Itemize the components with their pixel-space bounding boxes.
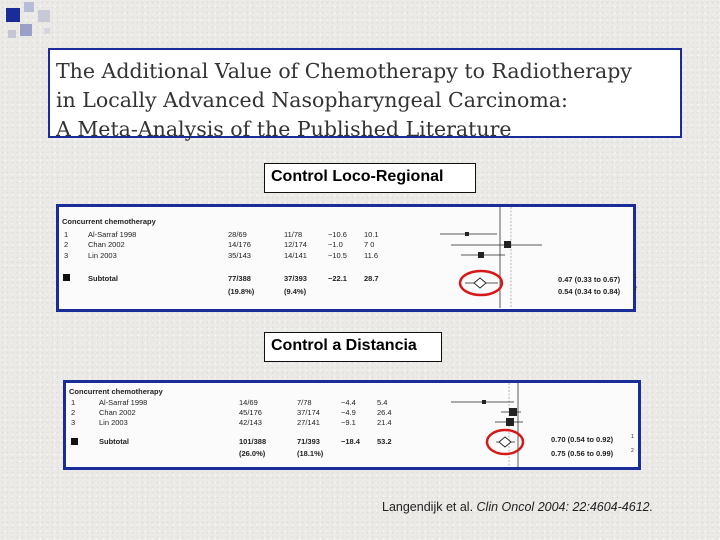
table-cell: 77/388: [228, 274, 251, 283]
title-line-2: in Locally Advanced Nasopharyngeal Carcinoma:: [56, 88, 568, 112]
forest-plot-1-svg: [56, 204, 636, 312]
table-cell: 28.7: [364, 274, 379, 283]
footnote-mark: 2: [631, 448, 634, 454]
study-name: Al-Sarraf 1998: [88, 230, 137, 239]
table-cell: 42/143: [239, 418, 262, 427]
table-cell: −18.4: [341, 437, 360, 446]
table-cell: 45/176: [239, 408, 262, 417]
citation-journal: Clin Oncol: [476, 500, 535, 514]
table-cell: 14/69: [239, 398, 258, 407]
row-number: 1: [64, 230, 69, 239]
forest-plot-2-svg: [63, 380, 641, 470]
table-cell: 37/393: [284, 274, 307, 283]
study-effect-marker: [478, 252, 484, 258]
forest-plot-loco-regional: [56, 204, 636, 312]
study-name: Lin 2003: [99, 418, 128, 427]
footnote-mark: 1: [631, 434, 634, 440]
row-number: 2: [71, 408, 76, 417]
table-cell: −4.9: [341, 408, 356, 417]
table-cell: 10.1: [364, 230, 379, 239]
forest-plot-distancia: [63, 380, 641, 470]
study-name: Lin 2003: [88, 251, 117, 260]
table-cell: 11.6: [364, 251, 379, 260]
section-header: Concurrent chemotherapy: [62, 217, 156, 226]
table-cell: 12/174: [284, 240, 307, 249]
study-name: Chan 2002: [88, 240, 125, 249]
table-cell: −1.0: [328, 240, 343, 249]
study-effect-marker: [504, 241, 511, 248]
study-effect-marker: [482, 400, 486, 404]
citation-details: 2004: 22:4604-4612.: [537, 500, 654, 514]
section-header: Concurrent chemotherapy: [69, 387, 163, 396]
table-cell: 14/141: [284, 251, 307, 260]
table-cell: (19.8%): [228, 287, 255, 296]
study-effect-marker: [509, 408, 517, 416]
subtotal-marker: [71, 438, 78, 445]
effect-estimate: 0.70 (0.54 to 0.92): [551, 435, 614, 444]
table-cell: −10.5: [328, 251, 347, 260]
table-cell: 11/78: [284, 230, 303, 239]
table-cell: 5.4: [377, 398, 388, 407]
table-cell: 7/78: [297, 398, 312, 407]
table-cell: (26.0%): [239, 449, 266, 458]
footnote-mark: 2: [634, 286, 637, 292]
table-cell: 28/69: [228, 230, 247, 239]
slide-title: [56, 57, 678, 144]
table-cell: −9.1: [341, 418, 356, 427]
effect-estimate: 0.54 (0.34 to 0.84): [558, 287, 621, 296]
effect-estimate: 0.47 (0.33 to 0.67): [558, 275, 621, 284]
study-name: Al-Sarraf 1998: [99, 398, 148, 407]
table-cell: 14/176: [228, 240, 251, 249]
pooled-diamond: [474, 278, 486, 288]
subtotal-marker: [63, 274, 70, 281]
table-cell: −10.6: [328, 230, 347, 239]
footnote-mark: 1: [634, 274, 637, 280]
title-line-3: A Meta-Analysis of the Published Literature: [56, 117, 512, 141]
study-effect-marker: [465, 232, 469, 236]
table-cell: 26.4: [377, 408, 392, 417]
citation: [382, 500, 702, 514]
label-loco-regional: Control Loco-Regional: [264, 163, 476, 193]
table-cell: 37/174: [297, 408, 320, 417]
title-box: [48, 48, 682, 141]
subtotal-label: Subtotal: [99, 437, 129, 446]
table-cell: −4.4: [341, 398, 356, 407]
subtotal-label: Subtotal: [88, 274, 118, 283]
table-cell: 35/143: [228, 251, 251, 260]
table-cell: 27/141: [297, 418, 320, 427]
table-cell: −22.1: [328, 274, 347, 283]
label-distancia: Control a Distancia: [264, 332, 442, 362]
table-cell: (18.1%): [297, 449, 324, 458]
corner-decoration: [0, 0, 70, 50]
table-cell: 21.4: [377, 418, 392, 427]
table-cell: 101/388: [239, 437, 267, 446]
table-cell: 7 0: [364, 240, 375, 249]
row-number: 3: [64, 251, 69, 260]
citation-authors: Langendijk et al.: [382, 500, 474, 514]
row-number: 2: [64, 240, 69, 249]
table-cell: 53.2: [377, 437, 392, 446]
pooled-diamond: [499, 437, 511, 447]
table-cell: 71/393: [297, 437, 320, 446]
title-line-1: The Additional Value of Chemotherapy to Radiotherapy: [56, 59, 632, 83]
effect-estimate: 0.75 (0.56 to 0.99): [551, 449, 614, 458]
row-number: 1: [71, 398, 76, 407]
table-cell: (9.4%): [284, 287, 307, 296]
study-name: Chan 2002: [99, 408, 136, 417]
row-number: 3: [71, 418, 76, 427]
study-effect-marker: [506, 418, 514, 426]
